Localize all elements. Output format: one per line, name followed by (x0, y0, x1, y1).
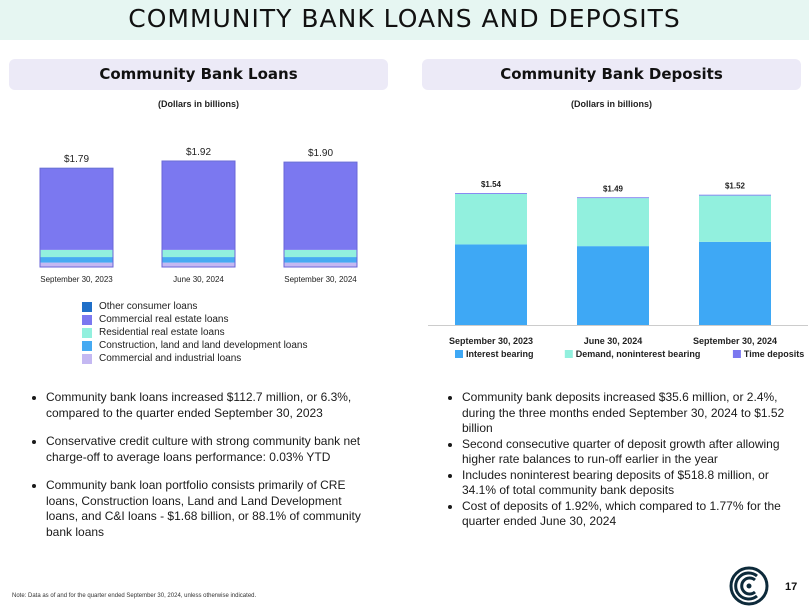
loans-bullet: • Community bank loans increased $112.7 million, or 6.3%, compared to the quarter ended September 30, 2023 (46, 390, 376, 421)
loans-bullet: • Community bank loan portfolio consists primarily of CRE loans, Construction loans, Land and Land Development loans, and C&I loans - $1.68 billion, or 88.1% of community bank loans (46, 478, 376, 540)
legend-swatch (82, 315, 92, 325)
footnote: Note: Data as of and for the quarter ended September 30, 2024, unless otherwise indicated. (12, 593, 257, 599)
legend-swatch (565, 350, 573, 358)
legend-item (82, 326, 307, 339)
x-tick-label: June 30, 2024 (173, 275, 224, 284)
deposits-chart (400, 170, 809, 375)
bar-segment (455, 244, 527, 325)
legend-swatch (82, 328, 92, 338)
legend-item (82, 339, 307, 352)
bar-segment (284, 263, 357, 267)
bar-segment (162, 162, 235, 250)
bar-total-label: $1.54 (480, 180, 502, 189)
loans-chart (0, 140, 400, 290)
bar-segment (284, 250, 357, 257)
legend-item (82, 352, 307, 365)
bar-segment (40, 169, 113, 250)
bar-segment (284, 257, 357, 263)
bar-segment (162, 250, 235, 257)
bar-segment (284, 163, 357, 250)
loans-legend (82, 300, 307, 365)
company-logo-icon (729, 566, 769, 606)
legend-swatch (733, 350, 741, 358)
legend-label: Construction, land and land development loans (99, 340, 308, 351)
bar-segment (40, 257, 113, 263)
bar-segment (455, 194, 527, 245)
bar-segment (577, 198, 649, 246)
bar-segment (699, 195, 771, 196)
bar-total-label: $1.79 (63, 154, 90, 166)
x-tick-label: September 30, 2024 (284, 275, 357, 284)
legend-label: Residential real estate loans (99, 327, 225, 338)
x-tick-label: September 30, 2024 (692, 336, 778, 346)
deposits-bullet: • Includes noninterest bearing deposits of $518.8 million, or 34.1% of total community bank deposits (462, 468, 785, 499)
deposits-bullets (440, 390, 785, 530)
deposits-heading: Community Bank Deposits (422, 59, 801, 90)
legend-label: Time deposits (743, 349, 805, 359)
bar-total-label: $1.90 (307, 148, 334, 160)
legend-item (82, 313, 307, 326)
x-tick-label: June 30, 2024 (583, 336, 643, 346)
legend-item (82, 300, 307, 313)
x-tick-label: September 30, 2023 (448, 336, 534, 346)
loans-bullet: • Conservative credit culture with strong community bank net charge-off to average loans performance: 0.03% YTD (46, 434, 376, 465)
x-tick-label: September 30, 2023 (40, 275, 113, 284)
bar-total-label: $1.92 (185, 147, 212, 158)
legend-swatch (82, 354, 92, 364)
legend-label: Commercial and industrial loans (99, 353, 242, 364)
deposits-bullet: • Second consecutive quarter of deposit growth after allowing higher rate balances to run-off earlier in the year (462, 437, 785, 468)
deposits-bullet: • Community bank deposits increased $35.6 million, or 2.4%, during the three months ended September 30, 2024 to $1.52 billion (462, 390, 785, 437)
bar-total-label: $1.49 (602, 184, 624, 194)
bar-segment (162, 263, 235, 267)
legend-label: Commercial real estate loans (99, 314, 229, 325)
legend-label: Demand, noninterest bearing (575, 349, 701, 359)
bar-segment (577, 246, 649, 325)
legend-swatch (82, 302, 92, 312)
bar-segment (40, 263, 113, 267)
deposits-subtitle: (Dollars in billions) (570, 99, 652, 109)
legend-swatch (455, 350, 463, 358)
bar-segment (455, 193, 527, 194)
bar-segment (577, 197, 649, 198)
bar-segment (40, 250, 113, 257)
bar-total-label: $1.52 (724, 181, 746, 191)
loans-bullets (24, 390, 376, 540)
bar-segment (162, 257, 235, 263)
loans-subtitle: (Dollars in billions) (157, 99, 239, 109)
legend-label: Interest bearing (466, 349, 534, 359)
bar-segment (699, 242, 771, 325)
page-number: 17 (785, 581, 798, 593)
page-title: COMMUNITY BANK LOANS AND DEPOSITS (128, 4, 681, 33)
loans-heading: Community Bank Loans (9, 59, 388, 90)
legend-label: Other consumer loans (99, 301, 198, 312)
bar-segment (699, 196, 771, 242)
deposits-bullet: • Cost of deposits of 1.92%, which compared to 1.77% for the quarter ended June 30, 2024 (462, 499, 785, 530)
legend-swatch (82, 341, 92, 351)
